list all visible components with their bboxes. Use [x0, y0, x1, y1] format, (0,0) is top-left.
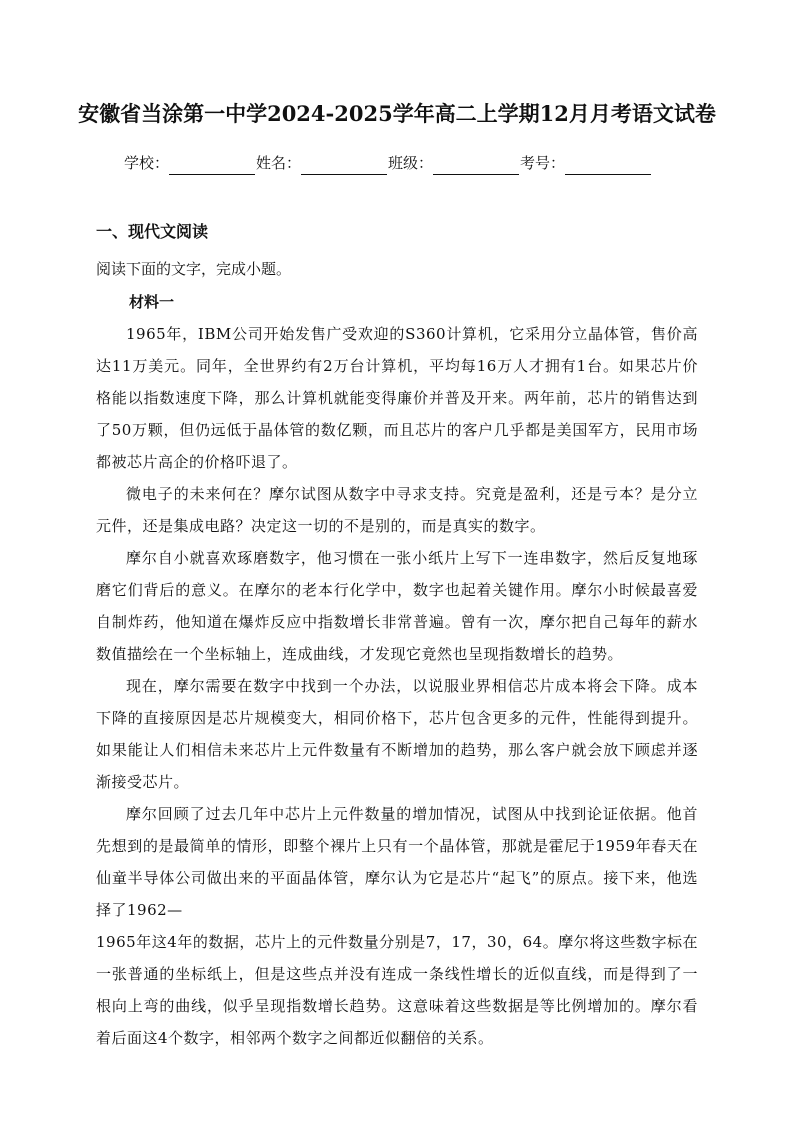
material-label: 材料一 [129, 293, 175, 311]
school-blank [169, 156, 255, 175]
name-field [256, 151, 388, 175]
paragraph-4: 现在，摩尔需要在数字中找到一个办法，以说服业界相信芯片成本将会下降。成本下降的直接原因是芯片规模变大，相同价格下，芯片包含更多的元件，性能得到提升。如果能让人们相信未来芯片上元件数量有不断增加的趋势，那么客户就会放下顾虑并逐渐接受芯片。 [96, 677, 698, 791]
school-field [124, 151, 256, 175]
exam-number-label: 考号： [520, 154, 566, 172]
exam-number-field [520, 151, 652, 175]
paragraph-2: 微电子的未来何在？摩尔试图从数字中寻求支持。究竟是盈利，还是亏本？是分立元件，还是集成电路？决定这一切的不是别的，而是真实的数字。 [96, 485, 698, 535]
name-label: 姓名： [256, 154, 302, 172]
paragraph-6: 1965年这4年的数据，芯片上的元件数量分别是7，17，30，64。摩尔将这些数字标在一张普通的坐标纸上，但是这些点并没有连成一条线性增长的近似直线，而是得到了一根向上弯的曲线，似乎呈现指数增长趋势。这意味着这些数据是等比例增加的。摩尔看着后面这4个数字，相邻两个数字之间都近似翻倍的关系。 [96, 933, 698, 1047]
class-field [388, 151, 520, 175]
exam-title: 安徽省当涂第一中学2024-2025学年高二上学期12月月考语文试卷 [78, 101, 716, 126]
school-label: 学校： [124, 154, 170, 172]
exam-number-blank [565, 156, 651, 175]
reading-passage [96, 318, 698, 1054]
paragraph-5: 摩尔回顾了过去几年中芯片上元件数量的增加情况，试图从中找到论证依据。他首先想到的是最简单的情形，即整个裸片上只有一个晶体管，那就是霍尼于1959年春天在仙童半导体公司做出来的平面晶体管，摩尔认为它是芯片“起飞”的原点。接下来，他选择了1962— [96, 805, 698, 919]
reading-instruction: 阅读下面的文字，完成小题。 [96, 260, 292, 278]
paragraph-3: 摩尔自小就喜欢琢磨数字，他习惯在一张小纸片上写下一连串数字，然后反复地琢磨它们背后的意义。在摩尔的老本行化学中，数字也起着关键作用。摩尔小时候最喜爱自制炸药，他知道在爆炸反应中指数增长非常普遍。曾有一次，摩尔把自己每年的薪水数值描绘在一个坐标轴上，连成曲线，才发现它竟然也呈现指数增长的趋势。 [96, 549, 698, 663]
name-blank [301, 156, 387, 175]
paragraph-1: 1965年，IBM公司开始发售广受欢迎的S360计算机，它采用分立晶体管，售价高达11万美元。同年，全世界约有2万台计算机，平均每16万人才拥有1台。如果芯片价格能以指数速度下降，那么计算机就能变得廉价并普及开来。两年前，芯片的销售达到了50万颗，但仍远低于晶体管的数亿颗，而且芯片的客户几乎都是美国军方，民用市场都被芯片高企的价格吓退了。 [96, 325, 698, 471]
class-label: 班级： [388, 154, 434, 172]
class-blank [433, 156, 519, 175]
section-heading: 一、现代文阅读 [96, 222, 209, 241]
student-info-row [124, 151, 652, 175]
